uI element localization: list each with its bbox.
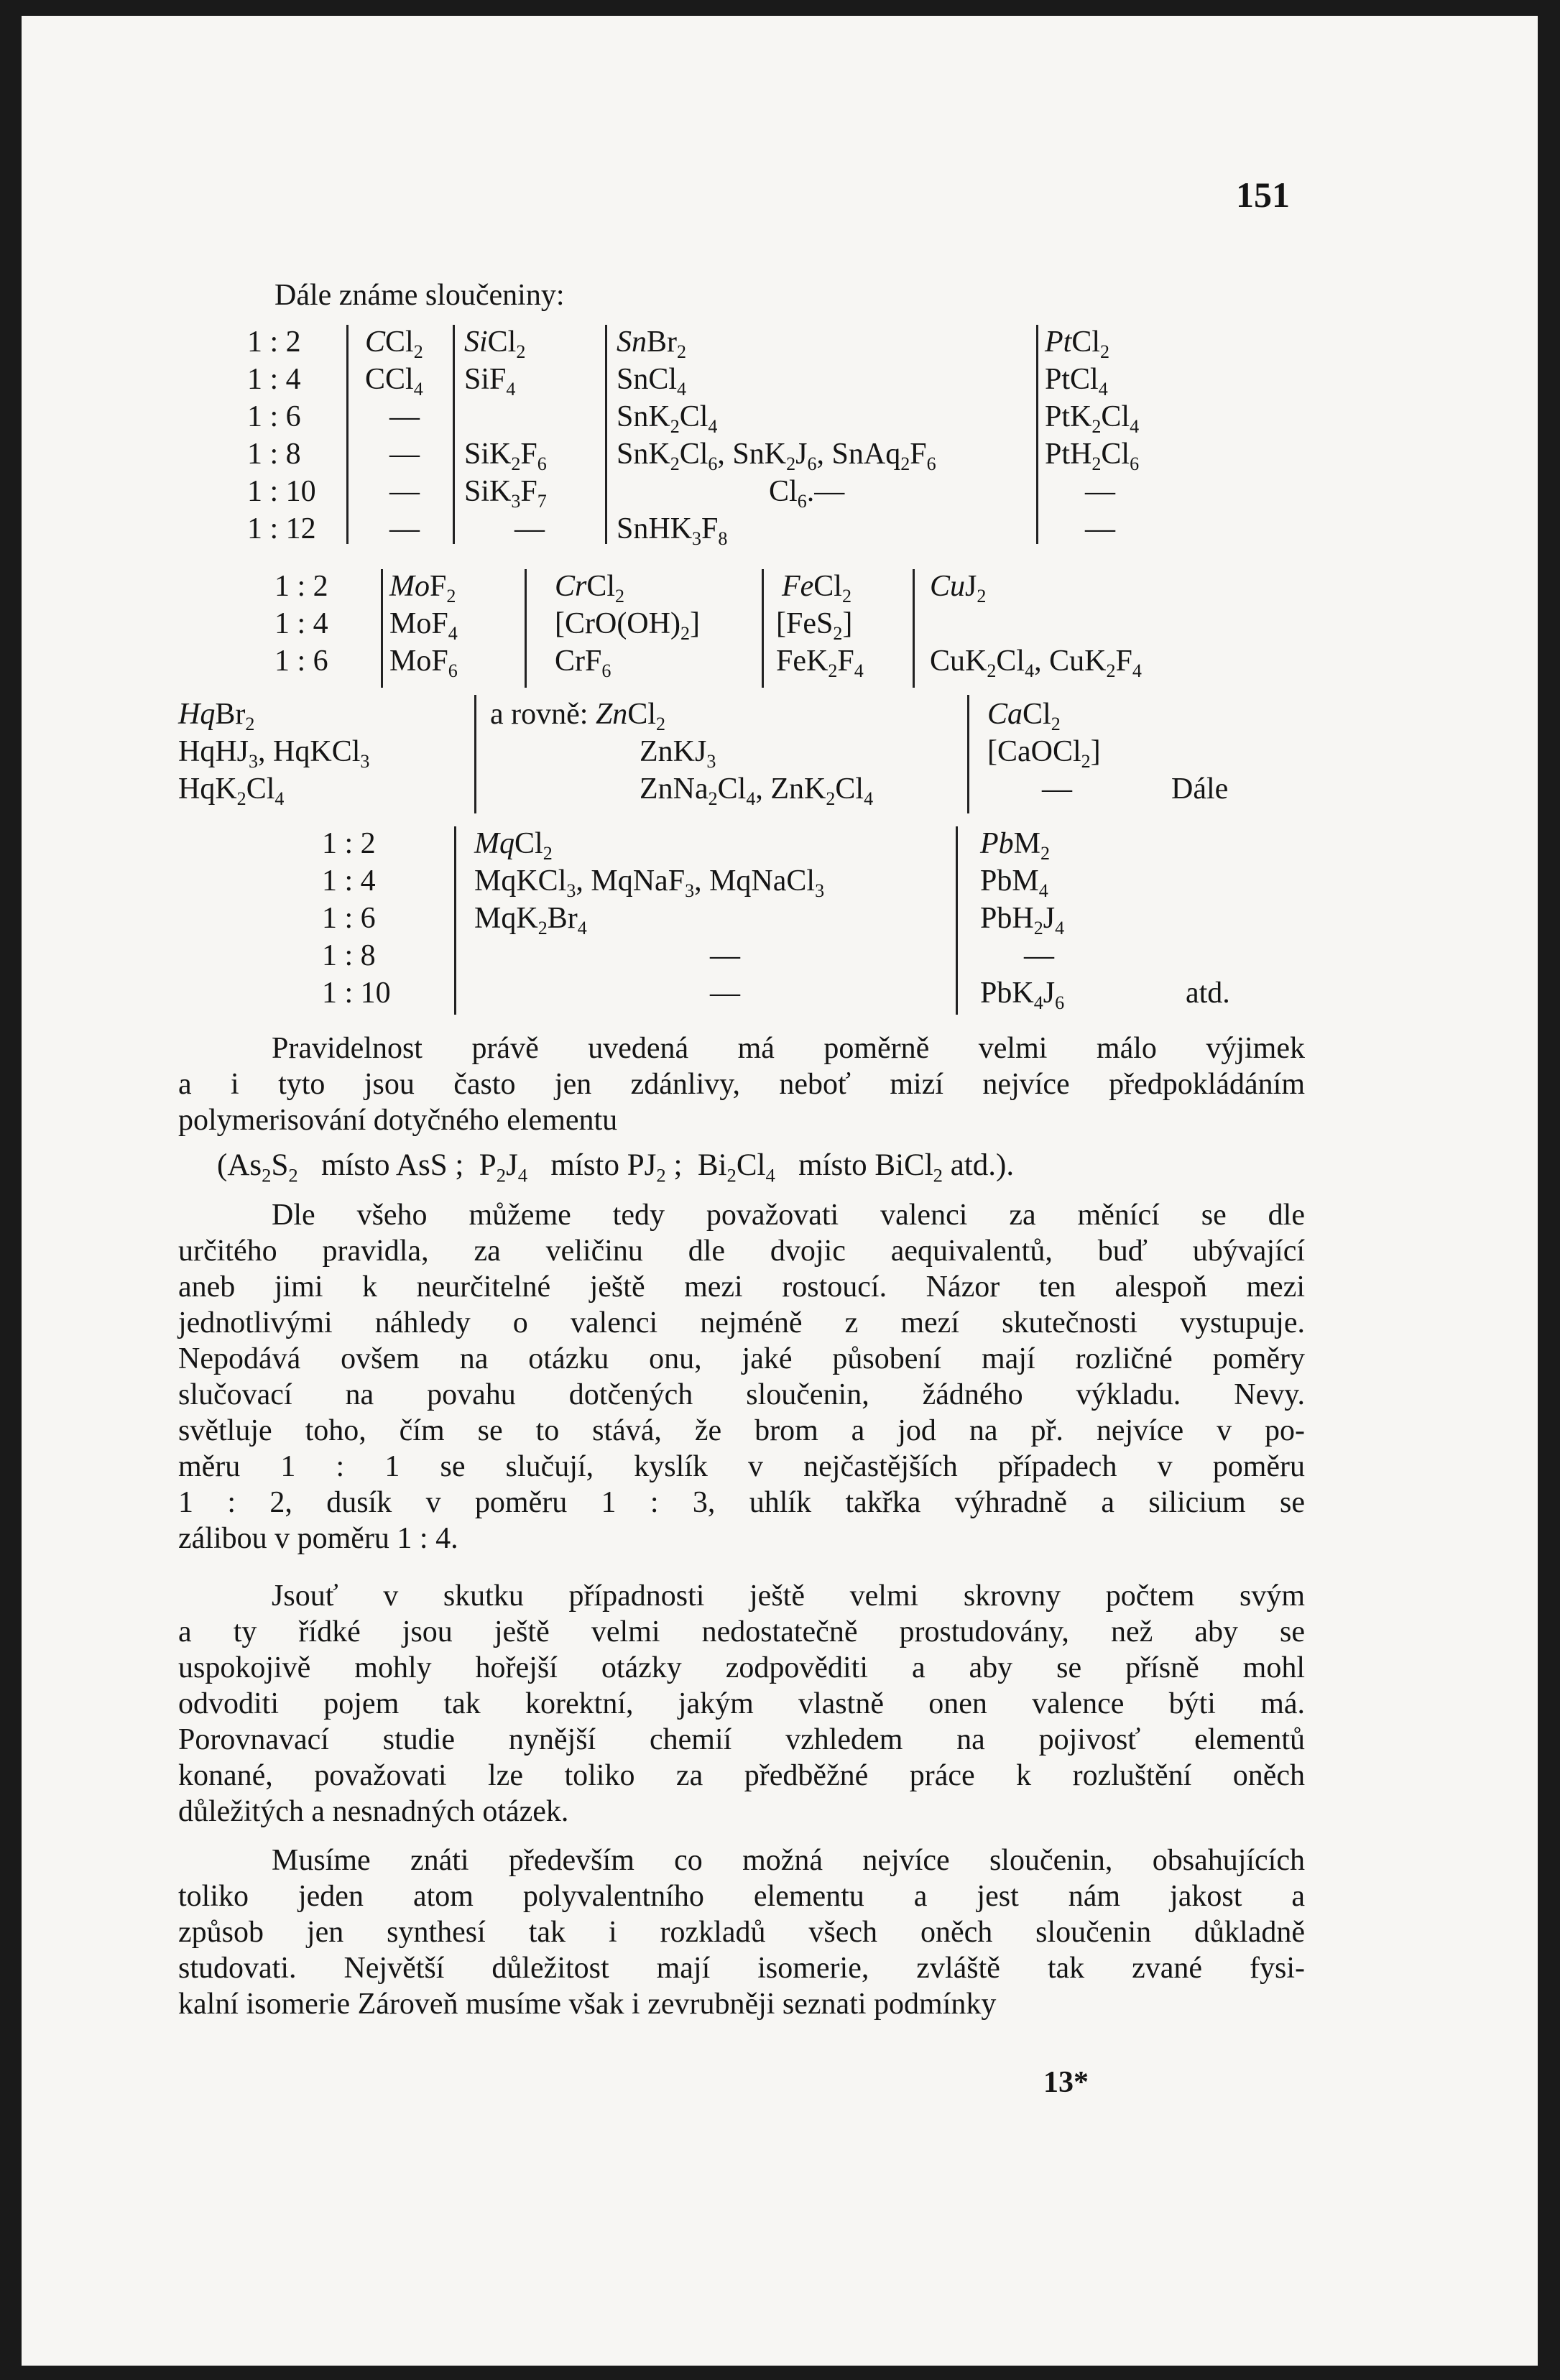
formula: $[CrO(OH)_2]$ <box>555 607 700 645</box>
t4-ratio: 1 : 10 <box>322 977 391 1010</box>
dash: — <box>1042 772 1072 806</box>
formula: $SnK_2Cl_6$, $SnK_2J_6$, $SnAq_2F_6$ <box>617 438 936 475</box>
formula: $CuK_2Cl_4$, $CuK_2F_4$ <box>930 645 1142 682</box>
dash: — <box>710 939 740 972</box>
text-line: studovati. Největší důležitost mají isomerie, zvláště tak zvané fysi- <box>178 1952 1305 1985</box>
text-line: zálibou v poměru 1 : 4. <box>178 1522 458 1555</box>
t1-ratio: 1 : 4 <box>247 363 301 396</box>
formula: $Cl_6.—$ <box>769 475 845 512</box>
t1-ratio: 1 : 12 <box>247 512 316 545</box>
formula: CrF$_6$ <box>555 645 611 682</box>
dash: — <box>514 512 545 545</box>
dash: — <box>710 977 740 1010</box>
formula: $PtH_2Cl_6$ <box>1045 438 1140 475</box>
t1-ratio: 1 : 8 <box>247 438 301 471</box>
t3-prefix: a rovně: ZnCl$_2$ <box>490 698 666 735</box>
t1-ratio: 1 : 2 <box>247 326 301 359</box>
formula: PbM$_4$ <box>980 864 1048 902</box>
formula: CaCl$_2$ <box>987 698 1061 735</box>
formula: $SnHK_3F_8$ <box>617 512 728 550</box>
formula: $HqK_2Cl_4$ <box>178 772 285 810</box>
text-line: jednotlivými náhledy o valenci nejméně z mezí skutečnosti vystupuje. <box>178 1306 1305 1339</box>
t3-prefix-text: a rovně: <box>490 698 589 731</box>
formula: PtCl$_4$ <box>1045 363 1108 400</box>
formula: CrCl$_2$ <box>555 570 625 607</box>
t4-ratio: 1 : 6 <box>322 902 376 935</box>
text-line: důležitých a nesnadných otázek. <box>178 1795 569 1828</box>
paren: ( <box>217 1148 228 1182</box>
formula: SiF$_4$ <box>464 363 516 400</box>
formula: [FeS$_2$] <box>776 607 853 645</box>
text-line: světluje toho, čím se to stává, že brom a jod na př. nejvíce v po- <box>178 1414 1305 1447</box>
formula: $FeK_2F_4$ <box>776 645 864 682</box>
text-line: 1 : 2, dusík v poměru 1 : 3, uhlík takřka výhradně a silicium se <box>178 1486 1305 1519</box>
text-line: slučovací na povahu dotčených sloučenin, žádného výkladu. Nevy. <box>178 1378 1305 1411</box>
book-page <box>22 16 1538 2366</box>
paragraph-1 <box>178 1030 1305 1138</box>
formula: MqCl$_2$ <box>474 827 553 864</box>
word-misto: místo <box>320 1148 390 1182</box>
formula: MoF$_2$ <box>389 570 456 607</box>
formula: CCl$_4$ <box>365 363 423 400</box>
formula: $SnK_2Cl_4$ <box>617 400 718 438</box>
formula: HqBr$_2$ <box>178 698 255 735</box>
t1-ratio: 1 : 6 <box>247 400 301 433</box>
intro-text: Dále známe sloučeniny: <box>274 279 565 312</box>
paragraph-3 <box>178 1578 1305 1830</box>
text-line: kalní isomerie Zároveň musíme však i zevrubněji seznati podmínky <box>178 1988 997 2021</box>
text-line: Musíme znáti především co možná nejvíce sloučenin, obsahujících <box>272 1844 1305 1877</box>
formula: SnBr$_2$ <box>617 326 687 363</box>
dash: — <box>1024 939 1054 972</box>
text-line: Porovnavací studie nynější chemií vzhledem na pojivosť elementů <box>178 1723 1305 1756</box>
text-line: uspokojivě mohly hořejší otázky zodpověditi a aby se přísně mohl <box>178 1651 1305 1684</box>
formula: $SiK_2F_6$ <box>464 438 547 475</box>
dash: — <box>1085 475 1115 508</box>
formula: CuJ$_2$ <box>930 570 987 607</box>
formula-line: ($As_2S_2$ místo AsS ; $P_2J_4$ místo $PJ_2$ ; $Bi_2Cl_4$ místo BiCl$_2$ atd.). <box>217 1148 1015 1186</box>
paragraph-4 <box>178 1842 1305 2022</box>
dash: — <box>389 475 420 508</box>
formula: $PbK_4J_6$ <box>980 977 1065 1014</box>
t1-ratio: 1 : 10 <box>247 475 316 508</box>
formula: CCl$_2$ <box>365 326 423 363</box>
text-line: aneb jimi k neurčitelné ještě mezi rostoucí. Názor ten alespoň mezi <box>178 1270 1305 1304</box>
formula: MqKCl$_3$, MqNaF$_3$, MqNaCl$_3$ <box>474 864 825 902</box>
formula: PbM$_2$ <box>980 827 1051 864</box>
t4-ratio: 1 : 8 <box>322 939 376 972</box>
t2-ratio: 1 : 4 <box>274 607 328 640</box>
text-line: odvoditi pojem tak korektní, jakým vlastně onen valence býti má. <box>178 1687 1305 1720</box>
t4-ratio: 1 : 2 <box>322 827 376 860</box>
formula: SiCl$_2$ <box>464 326 526 363</box>
text-line: určitého pravidla, za veličinu dle dvojic aequivalentů, buď ubývající <box>178 1235 1305 1268</box>
formula: $MqK_2Br_4$ <box>474 902 587 939</box>
text-line: Jsouť v skutku případnosti ještě velmi skrovny počtem svým <box>272 1579 1305 1613</box>
word-dale: Dále <box>1171 772 1229 806</box>
word-misto: místo <box>550 1148 619 1182</box>
signature-mark: 13* <box>1043 2066 1089 2099</box>
dash: — <box>389 438 420 471</box>
dash: — <box>389 512 420 545</box>
word-misto: místo <box>798 1148 867 1182</box>
t4-ratio: 1 : 4 <box>322 864 376 898</box>
formula: MoF$_4$ <box>389 607 458 645</box>
formula: $ZnNa_2Cl_4$, $ZnK_2Cl_4$ <box>640 772 874 810</box>
formula: HqHJ$_3$, HqKCl$_3$ <box>178 735 370 772</box>
t2-ratio: 1 : 2 <box>274 570 328 603</box>
paragraph-2 <box>178 1197 1305 1556</box>
formula: FeCl$_2$ <box>782 570 851 607</box>
text-line: způsob jen synthesí tak i rozkladů všech oněch sloučenin důkladně <box>178 1916 1305 1949</box>
text-line: konané, považovati lze toliko za předběžné práce k rozluštění oněch <box>178 1759 1305 1792</box>
formula: $PbH_2J_4$ <box>980 902 1065 939</box>
text-line: Pravidelnost právě uvedená má poměrně velmi málo výjimek <box>272 1032 1305 1065</box>
text-line: Dle všeho můžeme tedy považovati valenci za měnící se dle <box>272 1199 1305 1232</box>
dash: — <box>1085 512 1115 545</box>
t2-ratio: 1 : 6 <box>274 645 328 678</box>
formula: $SiK_3F_7$ <box>464 475 547 512</box>
formula: PtCl$_2$ <box>1045 326 1110 363</box>
formula: SnCl$_4$ <box>617 363 687 400</box>
text-line: měru 1 : 1 se slučují, kyslík v nejčastějších případech v poměru <box>178 1450 1305 1483</box>
text-line: a i tyto jsou často jen zdánlivy, neboť mizí nejvíce předpokládáním <box>178 1068 1305 1101</box>
text-line: toliko jeden atom polyvalentního elementu a jest nám jakost a <box>178 1880 1305 1913</box>
formula: [CaOCl$_2$] <box>987 735 1101 772</box>
dash: — <box>389 400 420 433</box>
word-atd: atd. <box>1186 977 1230 1010</box>
formula: MoF$_6$ <box>389 645 458 682</box>
page-number: 151 <box>1236 175 1290 215</box>
formula: $PtK_2Cl_4$ <box>1045 400 1140 438</box>
text-line: polymerisování dotyčného elementu <box>178 1104 618 1137</box>
text-line: Nepodává ovšem na otázku onu, jaké působení mají rozličné poměry <box>178 1342 1305 1375</box>
text-line: a ty řídké jsou ještě velmi nedostatečně prostudovány, než aby se <box>178 1615 1305 1648</box>
formula: ZnKJ$_3$ <box>640 735 716 772</box>
word-atd: atd.). <box>950 1148 1015 1182</box>
